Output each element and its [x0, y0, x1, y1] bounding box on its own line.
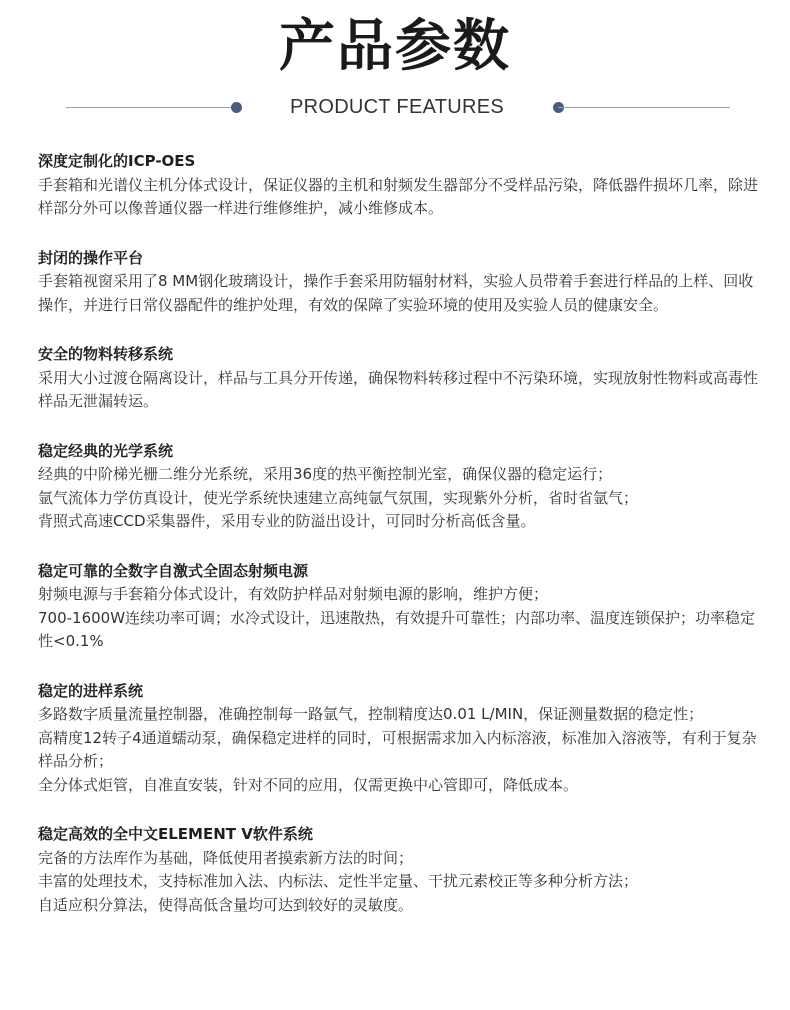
section-paragraph: 采用大小过渡仓隔离设计，样品与工具分开传递，确保物料转移过程中不污染环境，实现放射性物料或高毒性样品无泄漏转运。: [38, 368, 759, 410]
section-title: 深度定制化的ICP-OES: [38, 152, 196, 170]
section-title: 安全的物料转移系统: [38, 345, 174, 363]
feature-sections: [38, 150, 764, 943]
left-divider-line: [66, 107, 236, 108]
section-body: [38, 847, 764, 918]
section-body: [38, 174, 764, 221]
section-title: 封闭的操作平台: [38, 248, 144, 267]
feature-section: [38, 560, 764, 654]
feature-section: [38, 343, 764, 414]
section-paragraph: 700-1600W连续功率可调；水冷式设计，迅速散热，有效提升可靠性；内部功率、温度连锁保护；功率稳定性<0.1%: [38, 608, 756, 650]
section-paragraph: 氩气流体力学仿真设计，使光学系统快速建立高纯氩气氛围，实现紫外分析，省时省氩气；: [38, 488, 639, 507]
section-title: 稳定的进样系统: [38, 681, 144, 700]
section-body: [38, 703, 764, 797]
section-title: 稳定可靠的全数字自激式全固态射频电源: [38, 561, 309, 580]
right-divider-line: [558, 107, 730, 108]
feature-section: [38, 440, 764, 534]
feature-section: [38, 247, 764, 318]
section-body: [38, 270, 764, 317]
section-paragraph: 自适应积分算法，使得高低含量均可达到较好的灵敏度。: [38, 895, 414, 914]
page-title: 产品参数: [279, 14, 511, 79]
section-body: [38, 583, 764, 654]
section-paragraph: 经典的中阶梯光栅二维分光系统，采用36度的热平衡控制光室，确保仪器的稳定运行；: [38, 465, 613, 483]
section-paragraph: 多路数字质量流量控制器，准确控制每一路氩气，控制精度达0.01 L/MIN，保证测量数据的稳定性；: [38, 705, 704, 723]
section-title: 稳定经典的光学系统: [38, 441, 174, 460]
section-paragraph: 全分体式炬管，自准直安装，针对不同的应用，仅需更换中心管即可，降低成本。: [38, 775, 579, 794]
section-paragraph: 手套箱和光谱仪主机分体式设计，保证仪器的主机和射频发生器部分不受样品污染，降低器件损坏几率，除进样部分外可以像普通仪器一样进行维修维护，减小维修成本。: [38, 175, 759, 217]
section-paragraph: 手套箱视窗采用了8 MM钢化玻璃设计，操作手套采用防辐射材料，实验人员带着手套进行样品的上样、回收操作，并进行日常仪器配件的维护处理，有效的保障了实验环境的使用及实验人员的健康安全。: [38, 272, 754, 314]
section-title: 稳定高效的全中文ELEMENT V软件系统: [38, 825, 313, 843]
section-paragraph: 射频电源与手套箱分体式设计，有效防护样品对射频电源的影响，维护方便；: [38, 585, 549, 603]
section-paragraph: 完备的方法库作为基础，降低使用者摸索新方法的时间；: [38, 848, 414, 867]
feature-section: [38, 150, 764, 221]
left-divider-dot-icon: [231, 102, 242, 113]
subtitle-row: [0, 92, 790, 122]
feature-section: [38, 823, 764, 917]
feature-section: [38, 680, 764, 798]
section-body: [38, 367, 764, 414]
section-paragraph: 背照式高速CCD采集器件，采用专业的防溢出设计，可同时分析高低含量。: [38, 512, 536, 530]
section-body: [38, 463, 764, 534]
page-subtitle: PRODUCT FEATURES: [289, 96, 505, 118]
section-paragraph: 高精度12转子4通道蠕动泵，确保稳定进样的同时，可根据需求加入内标溶液，标准加入溶液等，有利于复杂样品分析；: [38, 728, 757, 770]
section-paragraph: 丰富的处理技术，支持标准加入法、内标法、定性半定量、干扰元素校正等多种分析方法；: [38, 872, 639, 890]
